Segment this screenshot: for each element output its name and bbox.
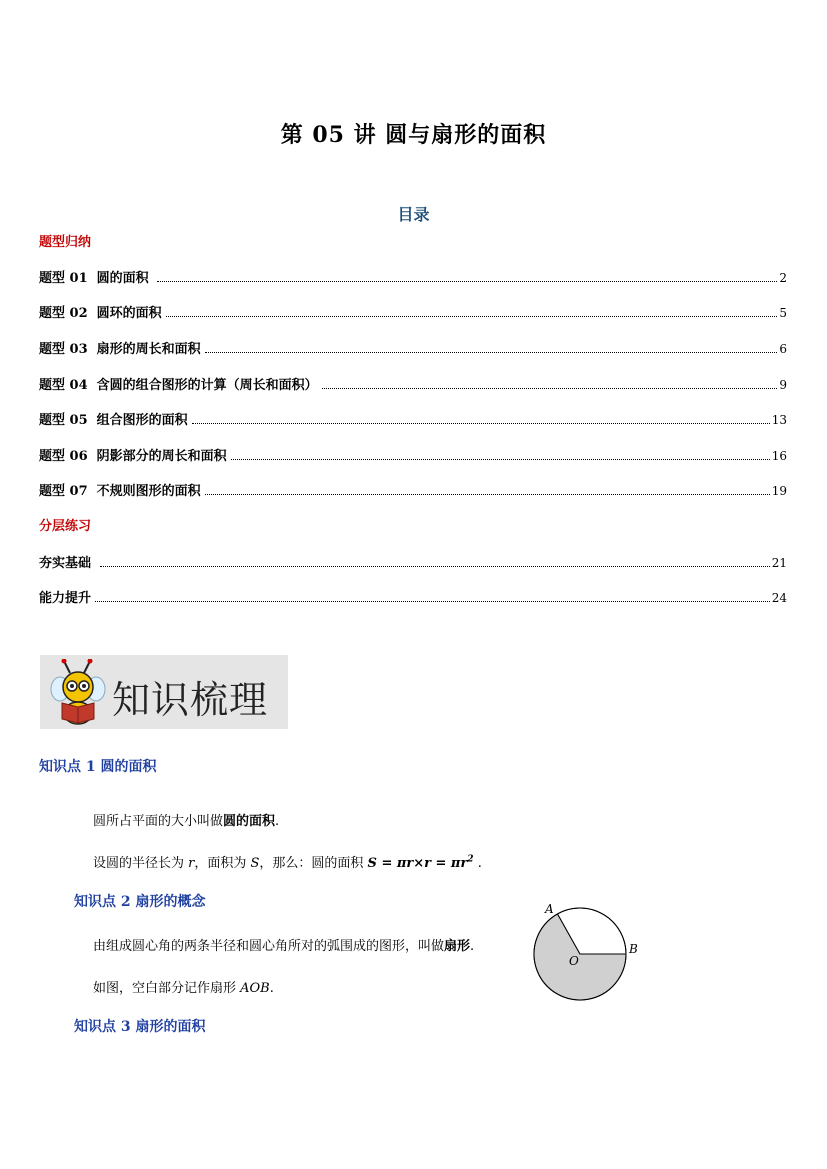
toc-section-question-types: 题型归纳	[39, 235, 92, 250]
toc-item-label: 夯实基础	[39, 556, 96, 571]
kp1-paragraph-2	[93, 852, 482, 871]
toc-item-page: 6	[779, 342, 787, 356]
toc-item-page: 16	[771, 449, 787, 463]
text-span: .	[473, 856, 482, 871]
toc-dots	[322, 388, 778, 389]
label-b: B	[629, 942, 638, 956]
text-span: .	[275, 814, 280, 829]
toc-item-page: 13	[771, 413, 787, 427]
toc-item-label: 题型 04 含圆的组合图形的计算（周长和面积）	[39, 378, 318, 393]
term-sector: 扇形	[444, 939, 471, 954]
banner-title: 知识梳理	[112, 678, 269, 722]
text-span: ，面积为	[194, 856, 251, 871]
text-span: 圆所占平面的大小叫做	[93, 814, 224, 829]
kp1-paragraph-1	[93, 810, 279, 829]
knowledge-banner	[40, 655, 288, 729]
toc-item-label: 题型 06 阴影部分的周长和面积	[39, 449, 227, 464]
toc-item-label: 题型 07 不规则图形的面积	[39, 484, 201, 499]
toc-item-page: 2	[779, 271, 787, 285]
toc-item-page: 24	[771, 591, 787, 605]
toc-item-page: 19	[771, 484, 787, 498]
toc-item-7[interactable]	[39, 480, 787, 499]
toc-heading: 目录	[397, 205, 430, 224]
toc-dots	[100, 566, 770, 567]
label-o: O	[569, 954, 579, 968]
toc-item-1[interactable]	[39, 267, 787, 286]
text-span: ，那么：圆的面积	[259, 856, 368, 871]
toc-item-page: 21	[771, 556, 787, 570]
text-span: 如图，空白部分记作扇形	[93, 981, 241, 996]
toc-item-3[interactable]	[39, 338, 787, 357]
toc-item-page: 9	[779, 378, 787, 392]
area-formula	[368, 856, 474, 871]
text-span: .	[470, 939, 475, 954]
kp1-title: 知识点 1 圆的面积	[39, 759, 157, 775]
toc-dots	[231, 459, 770, 460]
formula-exponent: 2	[467, 854, 474, 865]
bee-reading-book-icon	[48, 659, 110, 727]
toc-dots	[205, 352, 778, 353]
formula-body: S = πr×r = πr	[367, 856, 468, 871]
toc-item-advanced[interactable]	[39, 587, 787, 606]
toc-item-6[interactable]	[39, 445, 787, 464]
kp3-title: 知识点 3 扇形的面积	[74, 1019, 206, 1035]
toc-item-label: 题型 01 圆的面积	[39, 271, 154, 286]
kp2-paragraph-2	[93, 977, 274, 996]
toc-item-label: 题型 02 圆环的面积	[39, 306, 162, 321]
toc-dots	[192, 423, 770, 424]
toc-item-basics[interactable]	[39, 552, 787, 571]
toc-item-2[interactable]	[39, 302, 787, 321]
toc-dots	[157, 281, 777, 282]
toc-item-label: 能力提升	[39, 591, 92, 606]
text-span: .	[269, 981, 274, 996]
toc-dots	[166, 316, 778, 317]
toc-dots	[205, 494, 770, 495]
toc-section-practice: 分层练习	[39, 519, 92, 534]
toc-item-5[interactable]	[39, 409, 787, 428]
text-span: 由组成圆心角的两条半径和圆心角所对的弧围成的图形，叫做	[93, 939, 445, 954]
page-title: 第 05 讲 圆与扇形的面积	[280, 122, 547, 148]
term-circle-area: 圆的面积	[223, 814, 276, 829]
text-span: 设圆的半径长为	[93, 856, 189, 871]
sector-figure	[530, 898, 650, 1002]
var-s: S	[250, 856, 260, 871]
toc-dots	[95, 601, 770, 602]
label-a: A	[545, 902, 554, 916]
var-r: r	[188, 856, 195, 871]
toc-item-4[interactable]	[39, 374, 787, 393]
var-aob: AOB	[240, 981, 270, 996]
toc-item-page: 5	[779, 306, 787, 320]
toc-item-label: 题型 05 组合图形的面积	[39, 413, 188, 428]
kp2-paragraph-1	[93, 935, 474, 954]
kp2-title: 知识点 2 扇形的概念	[74, 894, 206, 910]
toc-item-label: 题型 03 扇形的周长和面积	[39, 342, 201, 357]
